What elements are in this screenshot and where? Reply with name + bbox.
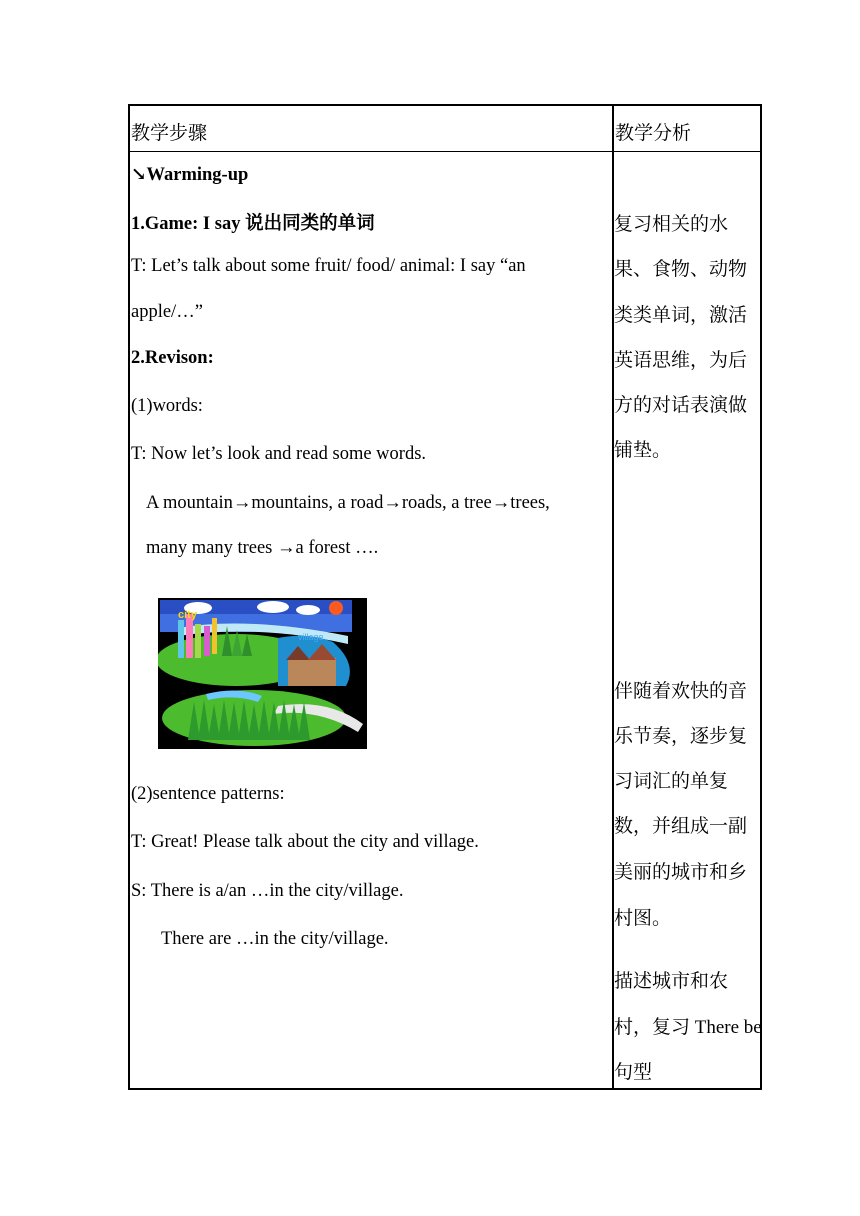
note3-line-3: 句型 bbox=[614, 1062, 653, 1083]
note1-line-6: 铺垫。 bbox=[614, 440, 672, 461]
header-divider bbox=[130, 151, 760, 152]
header-steps: 教学步骤 bbox=[131, 123, 208, 144]
note1-line-1: 复习相关的水 bbox=[614, 214, 729, 235]
village-picture-label: village bbox=[298, 632, 324, 642]
note2-line-1: 伴随着欢快的音 bbox=[614, 681, 748, 702]
warming-up-heading: ↘Warming-up bbox=[131, 165, 249, 185]
note3-line-1: 描述城市和农 bbox=[614, 971, 729, 992]
words-teacher-line: T: Now let’s look and read some words. bbox=[131, 444, 427, 464]
sentence-label: (2)sentence patterns: bbox=[131, 784, 285, 804]
sentence-student-line-2: There are …in the city/village. bbox=[161, 929, 389, 949]
note2-line-2: 乐节奏，逐步复 bbox=[614, 726, 748, 747]
note1-line-2: 果、食物、动物 bbox=[614, 259, 748, 280]
note3-line-2: 村，复习 There be bbox=[614, 1017, 762, 1038]
note2-line-5: 美丽的城市和乡 bbox=[614, 862, 748, 883]
note2-line-4: 数，并组成一副 bbox=[614, 816, 748, 837]
lesson-table bbox=[128, 104, 762, 1090]
revision-heading: 2.Revison: bbox=[131, 348, 214, 368]
note2-line-3: 习词汇的单复 bbox=[614, 771, 729, 792]
city-village-picture bbox=[158, 598, 367, 749]
game-heading: 1.Game: I say 说出同类的单词 bbox=[131, 214, 375, 234]
note1-line-3: 类类单词，激活 bbox=[614, 305, 748, 326]
sentence-teacher-line: T: Great! Please talk about the city and village. bbox=[131, 832, 479, 852]
sentence-student-line-1: S: There is a/an …in the city/village. bbox=[131, 881, 404, 901]
game-teacher-line-1: T: Let’s talk about some fruit/ food/ animal: I say “an bbox=[131, 256, 526, 276]
words-label: (1)words: bbox=[131, 396, 203, 416]
note1-line-5: 方的对话表演做 bbox=[614, 395, 748, 416]
note2-line-6: 村图。 bbox=[614, 908, 672, 929]
note1-line-4: 英语思维，为后 bbox=[614, 350, 748, 371]
game-teacher-line-2: apple/…” bbox=[131, 302, 203, 322]
header-analysis: 教学分析 bbox=[615, 123, 692, 144]
words-example-line-1: A mountain→mountains, a road→roads, a tree→trees, bbox=[146, 493, 550, 513]
words-example-line-2: many many trees →a forest …. bbox=[146, 538, 379, 558]
city-picture-label: city bbox=[178, 609, 197, 621]
